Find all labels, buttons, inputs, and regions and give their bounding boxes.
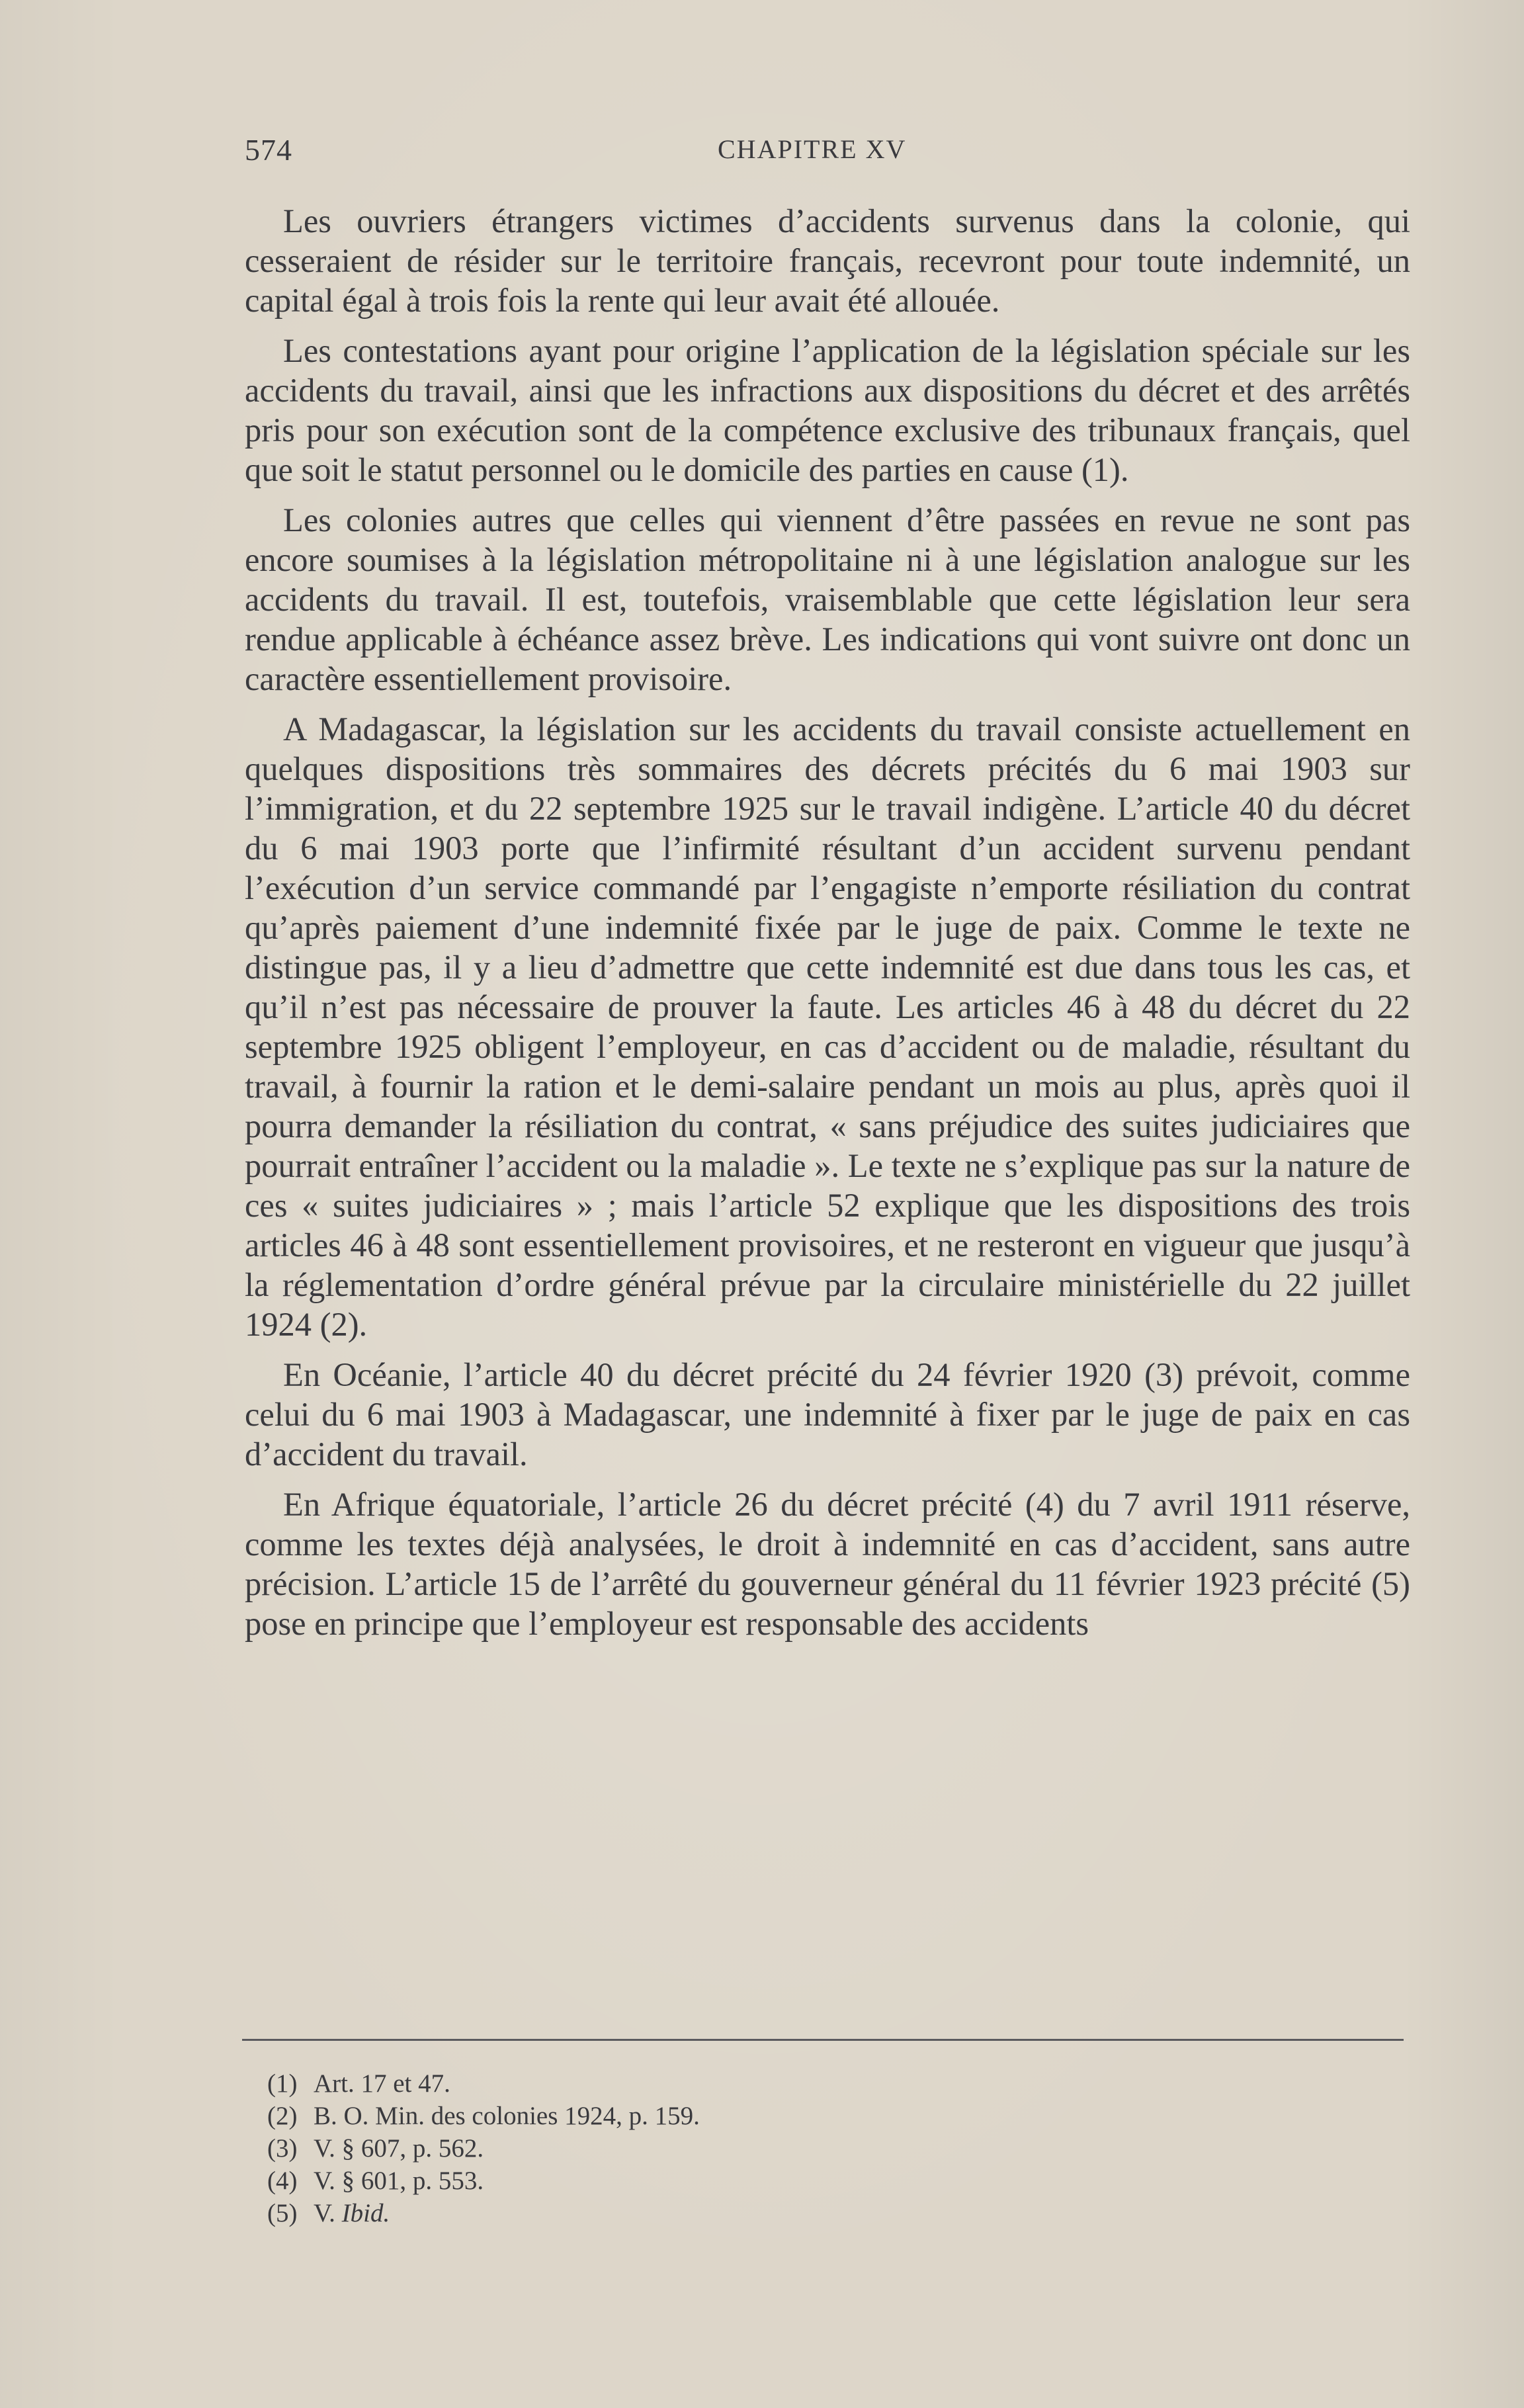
footnotes [267,2067,1193,2229]
footnote-text: V. § 601, p. 553. [314,2167,484,2195]
paragraph-1: Les ouvriers étrangers victimes d’accidents survenus dans la colonie, qui cesseraient de résider sur le territoire français, recevront pour toute indemnité, un capital égal à trois fois la rente qui leur avait été allouée. [245,202,1410,319]
paragraph-4: A Madagascar, la législation sur les accidents du travail consiste actuellement en quelques dispositions très sommaires des décrets précités du 6 mai 1903 sur l’immigration, et du 22 septembre 1925 sur le travail indigène. L’article 40 du décret du 6 mai 1903 porte que l’infirmité résultant d’un accident survenu pendant l’exécution d’un service commandé par l’engagiste n’emporte résiliation du contrat qu’après paiement d’une indemnité fixée par le juge de paix. Comme le texte ne distingue pas, il y a lieu d’admettre que cette indemnité est due dans tous les cas, et qu’il n’est pas nécessaire de prouver la faute. Les articles 46 à 48 du décret du 22 septembre 1925 obligent l’employeur, en cas d’accident ou de maladie, résultant du travail, à fournir la ration et le demi-salaire pendant un mois au plus, après quoi il pourra demander la résiliation du contrat, « sans préjudice des suites judiciaires que pourrait entraîner l’accident ou la maladie ». Le texte ne s’explique pas sur la nature de ces « suites judiciaires » ; mais l’article 52 explique que les dispositions des trois articles 46 à 48 sont essentiellement provisoires, et ne resteront en vigueur que jusqu’à la réglementation d’ordre général prévue par la circulaire ministérielle du 22 juillet 1924 (2). [245,710,1410,1343]
footnote-text: Art. 17 et 47. [314,2069,450,2098]
footnote-number: (1) [267,2069,298,2098]
footnote-text: V. § 607, p. 562. [314,2134,484,2163]
chapter-title: CHAPITRE XV [718,134,907,164]
footnote-number: (2) [267,2102,298,2130]
body-text [245,201,1410,1654]
paragraph-3: Les colonies autres que celles qui viennent d’être passées en revue ne sont pas encore soumises à la législation métropolitaine ni à une législation analogue sur les accidents du travail. Il est, toutefois, vraisemblable que cette législation leur sera rendue applicable à échéance assez brève. Les indications qui vont suivre ont donc un caractère essentiellement provisoire. [245,501,1410,697]
paragraph-5: En Océanie, l’article 40 du décret précité du 24 février 1920 (3) prévoit, comme celui du 6 mai 1903 à Madagascar, une indemnité à fixer par le juge de paix en cas d’accident du travail. [245,1356,1410,1473]
footnote-divider [242,2039,1404,2041]
paragraph-2: Les contestations ayant pour origine l’application de la législation spéciale sur les accidents du travail, ainsi que les infractions aux dispositions du décret et des arrêtés pris pour son exécution sont de la compétence exclusive des tribunaux français, quel que soit le statut personnel ou le domicile des parties en cause (1). [245,332,1410,488]
page-number: 574 [245,133,292,167]
footnote-text: V. [314,2199,335,2227]
footnote-1 [267,2067,1193,2100]
footnote-number: (3) [267,2134,298,2163]
footnote-5 [267,2197,1193,2229]
running-head [245,132,1410,172]
paragraph-6: En Afrique équatoriale, l’article 26 du décret précité (4) du 7 avril 1911 réserve, comme les textes déjà analysées, le droit à indemnité en cas d’accident, sans autre précision. L’article 15 de l’arrêté du gouverneur général du 11 février 1923 précité (5) pose en principe que l’employeur est responsable des accidents [245,1486,1410,1642]
footnote-italic-text: Ibid. [341,2199,390,2227]
footnote-2 [267,2100,1193,2132]
footnote-3 [267,2132,1193,2165]
footnote-number: (4) [267,2167,298,2195]
footnote-number: (5) [267,2199,298,2227]
footnote-4 [267,2165,1193,2197]
footnote-text: B. O. Min. des colonies 1924, p. 159. [314,2102,700,2130]
